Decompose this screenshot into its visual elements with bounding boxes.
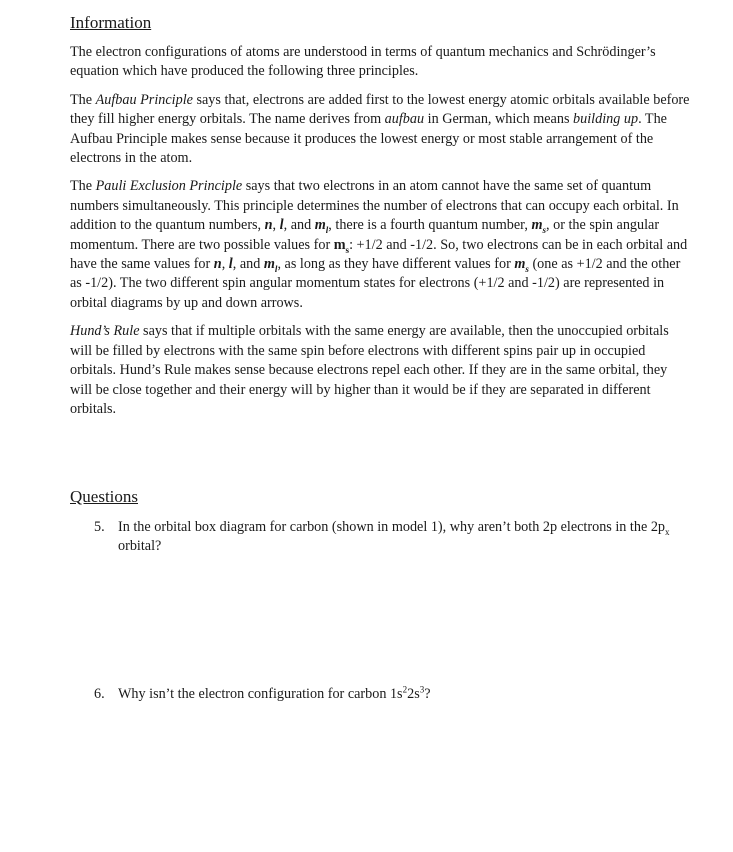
question-text — [118, 518, 690, 557]
ms-subscript: s — [542, 225, 546, 236]
quantum-ms: m — [531, 217, 543, 234]
building-up-term: building up — [573, 111, 639, 128]
question-number: 5. — [94, 519, 105, 535]
question-6 — [94, 685, 694, 704]
ms-subscript-3: s — [525, 263, 529, 274]
text-run: , or the spin angular momentum. There are two possible values for — [70, 217, 660, 253]
text-run: In the orbital box diagram for carbon (shown in model 1), why aren’t both 2p electrons in the 2p — [118, 519, 666, 535]
information-heading: Information — [70, 13, 152, 32]
ms-subscript-2: s — [345, 244, 350, 255]
aufbau-term: Aufbau Principle — [95, 91, 193, 108]
hund-term: Hund’s Rule — [70, 323, 140, 340]
quantum-ml-2: m — [263, 256, 275, 273]
text-run: Why isn’t the electron configuration for carbon 1s — [118, 686, 403, 702]
superscript: 3 — [419, 684, 425, 695]
pauli-term: Pauli Exclusion Principle — [95, 178, 243, 195]
quantum-ms-3: m — [514, 256, 526, 273]
text-run: , and — [283, 217, 315, 234]
aufbau-paragraph — [70, 91, 690, 169]
superscript: 2 — [402, 684, 408, 695]
text-run: (one as +1/2 and the other as -1/2). The two different spin angular momentum states for electrons (+1/2 and -1/2) are represented in orbital diagrams by up and down arrows. — [70, 256, 681, 311]
quantum-n-2: n — [213, 256, 222, 273]
information-section — [70, 12, 690, 428]
quantum-ms-2: m — [333, 236, 346, 253]
px-subscript: x — [665, 526, 670, 537]
text-run: , there is a fourth quantum number, — [328, 217, 532, 234]
text-run: says that if multiple orbitals with the same energy are available, then the unoccupied orbitals will be filled by electrons with the same spin before electrons with different spins pair up in occupied orbitals. Hund’s Rule makes sense because electrons repel each other. If they are in the same orbital, they will be close together and their energy will by higher than it would be if they are separated in different orbitals. — [70, 323, 669, 417]
text-run: , and — [232, 256, 264, 273]
text-run: , as long as they have different values for — [277, 256, 515, 273]
text-run: says that two electrons in an atom cannot have the same set of quantum numbers simultaneously. This principle determines the number of electrons that can occupy each orbital. In addition to the quantum numbers, — [70, 178, 679, 234]
intro-paragraph: The electron configurations of atoms are understood in terms of quantum mechanics and Schrödinger’s equation which have produced the following three principles. — [70, 44, 656, 80]
text-run: orbital? — [118, 538, 162, 555]
quantum-l: l — [279, 217, 284, 234]
questions-heading: Questions — [70, 487, 138, 506]
quantum-n: n — [264, 217, 273, 234]
question-5 — [94, 518, 694, 557]
text-run: 2s — [407, 686, 420, 702]
ml-subscript-2: l — [274, 263, 278, 274]
question-number: 6. — [94, 686, 105, 702]
ml-subscript: l — [325, 225, 329, 236]
text-run: ? — [424, 686, 431, 702]
pauli-paragraph: The Pauli Exclusion Principle says that two electrons in an atom cannot have the same set of quantum numbers simultaneously. This principle determines the number of electrons that can occupy each orbital. In addition to the quantum numbers, n, l, and $m_l$, there is a fourth quantum number, $m_s$, or the spin angular momentum. There are two possible values for $m_s$: +1/2 and -1/2. So, two electrons can be in each orbital and have the same values for n, l, and $m_l$, as long as they have different values for $m_s$ (one as +1/2 and the other as -1/2). The two different spin angular momentum states for electrons (+1/2 and -1/2) are represented in orbital diagrams by up and down arrows. — [70, 178, 688, 311]
aufbau-german-term: aufbau — [384, 111, 425, 128]
question-text — [118, 685, 690, 704]
text-run: The — [70, 178, 96, 195]
text-run: The — [70, 91, 96, 108]
text-run: . The Aufbau Principle makes sense because it produces the lowest energy or most stable arrangement of the electrons in the atom. — [70, 111, 667, 167]
text-run: : +1/2 and -1/2. So, two electrons can be in each orbital and have the same values for — [70, 236, 688, 273]
quantum-ml: m — [314, 217, 326, 234]
hund-paragraph — [70, 322, 690, 419]
text-run: says that, electrons are added first to the lowest energy atomic orbitals available before they fill higher energy orbitals. The name derives from — [70, 91, 690, 128]
quantum-l-2: l — [228, 256, 233, 273]
text-run: in German, which means — [424, 111, 574, 128]
